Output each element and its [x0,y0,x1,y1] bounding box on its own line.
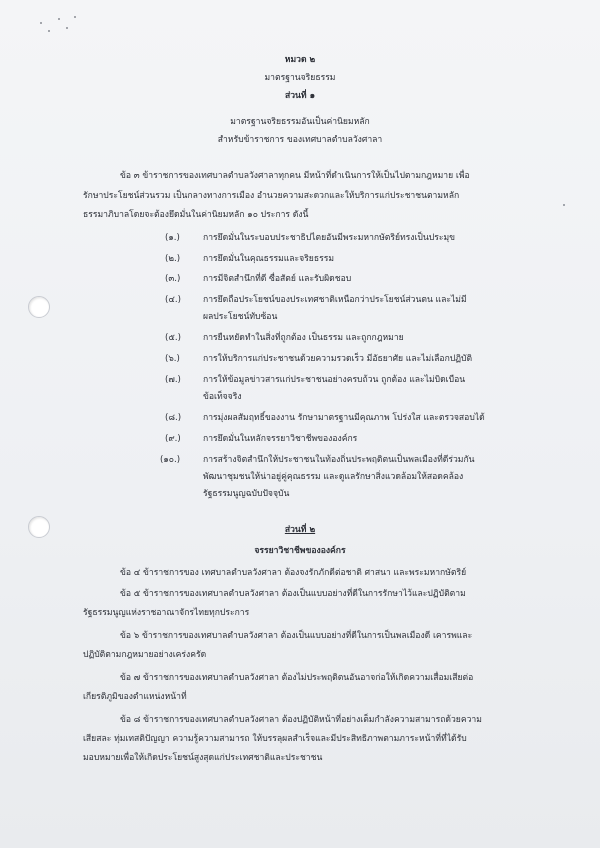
value-item-number: (๙.) [165,434,181,444]
value-item-number: (๘.) [165,413,182,423]
section3-line3: ธรรมาภิบาลโดยจะต้องยึดมั่นในค่านิยมหลัก ๑๐ ประการ ดังนี้ [83,210,309,220]
value-item-text: การสร้างจิตสำนึกให้ประชาชนในท้องถิ่นประพฤติตนเป็นพลเมืองที่ดีร่วมกัน [203,455,475,465]
value-item-text: การยึดมั่นในระบอบประชาธิปไตยอันมีพระมหากษัตริย์ทรงเป็นประมุข [203,233,455,243]
value-item-text: การยึดถือประโยชน์ของประเทศชาติเหนือกว่าประโยชน์ส่วนตน และไม่มี [203,295,467,305]
part1-heading: ส่วนที่ ๑ [284,91,316,101]
value-item-text: การมีจิตสำนึกที่ดี ซื่อสัตย์ และรับผิดชอบ [203,274,352,284]
value-item-number: (๔.) [165,295,181,305]
chapter-heading: หมวด ๒ [284,55,316,65]
value-item-text: การให้บริการแก่ประชาชนด้วยความรวดเร็ว มีอัธยาศัย และไม่เลือกปฏิบัติ [203,354,473,364]
value-item-number: (๑.) [165,233,180,243]
section6-line2: ปฏิบัติตามกฎหมายอย่างเคร่งครัด [83,650,207,660]
scan-speck [58,18,60,20]
value-item-number: (๒.) [165,254,181,264]
value-item-text-cont: ผลประโยชน์ทับซ้อน [203,312,278,322]
value-item-number: (๗.) [165,375,181,385]
value-item-number: (๖.) [165,354,180,364]
section7-line2: เกียรติภูมิของตำแหน่งหน้าที่ [83,692,187,702]
punch-hole-top [28,296,50,318]
value-item-number: (๕.) [165,333,181,343]
section5-line2: รัฐธรรมนูญแห่งราชอาณาจักรไทยทุกประการ [83,608,250,618]
value-item-number: (๑๐.) [160,455,181,465]
value-item-text: การมุ่งผลสัมฤทธิ์ของงาน รักษามาตรฐานมีคุณภาพ โปร่งใส และตรวจสอบได้ [203,413,485,423]
scan-speck [40,22,42,24]
section6-line1: ข้อ ๖ ข้าราชการของเทศบาลตำบลวังศาลา ต้องเป็นแบบอย่างที่ดีในการเป็นพลเมืองดี เคารพและ [120,631,473,641]
section8-line1: ข้อ ๘ ข้าราชการของเทศบาลตำบลวังศาลา ต้องปฏิบัติหน้าที่อย่างเต็มกำลังความสามารถด้วยความ [120,715,482,725]
scan-speck [563,204,565,206]
value-item-number: (๓.) [165,274,181,284]
value-item-text-cont: ข้อเท็จจริง [203,392,242,402]
value-item-text: การยืนหยัดทำในสิ่งที่ถูกต้อง เป็นธรรม และถูกกฎหมาย [203,333,404,343]
section8-line2: เสียสละ ทุ่มเทสติปัญญา ความรู้ความสามารถ ให้บรรลุผลสำเร็จและมีประสิทธิภาพตามภาระหน้าที่ที่ได้รับ [83,734,467,744]
value-item-text: การยึดมั่นในคุณธรรมและจริยธรรม [203,254,334,264]
part2-heading: ส่วนที่ ๒ [284,525,316,535]
scan-speck [66,27,68,29]
section3-line1: ข้อ ๓ ข้าราชการของเทศบาลตำบลวังศาลาทุกคน มีหน้าที่ดำเนินการให้เป็นไปตามกฎหมาย เพื่อ [120,171,470,181]
section4-line1: ข้อ ๔ ข้าราชการของ เทศบาลตำบลวังศาลา ต้องจงรักภักดีต่อชาติ ศาสนา และพระมหากษัตริย์ [120,568,467,578]
chapter-title: มาตรฐานจริยธรรม [264,73,336,83]
scan-speck [48,30,50,32]
value-item-text-cont: พัฒนาชุมชนให้น่าอยู่คู่คุณธรรม และดูแลรักษาสิ่งแวดล้อมให้สอดคล้อง [203,472,464,482]
part1-title-line1: มาตรฐานจริยธรรมอันเป็นค่านิยมหลัก [230,117,370,127]
value-item-text-cont: รัฐธรรมนูญฉบับปัจจุบัน [203,489,290,499]
value-item-text: การยึดมั่นในหลักจรรยาวิชาชีพขององค์กร [203,434,358,444]
section3-line2: รักษาประโยชน์ส่วนรวม เป็นกลางทางการเมือง อำนวยความสะดวกและให้บริการแก่ประชาชนตามหลัก [83,191,460,201]
section5-line1: ข้อ ๕ ข้าราชการของเทศบาลตำบลวังศาลา ต้องเป็นแบบอย่างที่ดีในการรักษาไว้และปฏิบัติตาม [120,589,466,599]
scan-speck [74,16,76,18]
section8-line3: มอบหมายเพื่อให้เกิดประโยชน์สูงสุดแก่ประเทศชาติและประชาชน [83,753,323,763]
part2-subtitle: จรรยาวิชาชีพขององค์กร [254,546,346,556]
section7-line1: ข้อ ๗ ข้าราชการของเทศบาลตำบลวังศาลา ต้องไม่ประพฤติตนอันอาจก่อให้เกิดความเสื่อมเสียต่อ [120,673,474,683]
value-item-text: การให้ข้อมูลข่าวสารแก่ประชาชนอย่างครบถ้วน ถูกต้อง และไม่บิดเบือน [203,375,466,385]
part1-title-line2: สำหรับข้าราชการ ของเทศบาลตำบลวังศาลา [217,135,383,145]
